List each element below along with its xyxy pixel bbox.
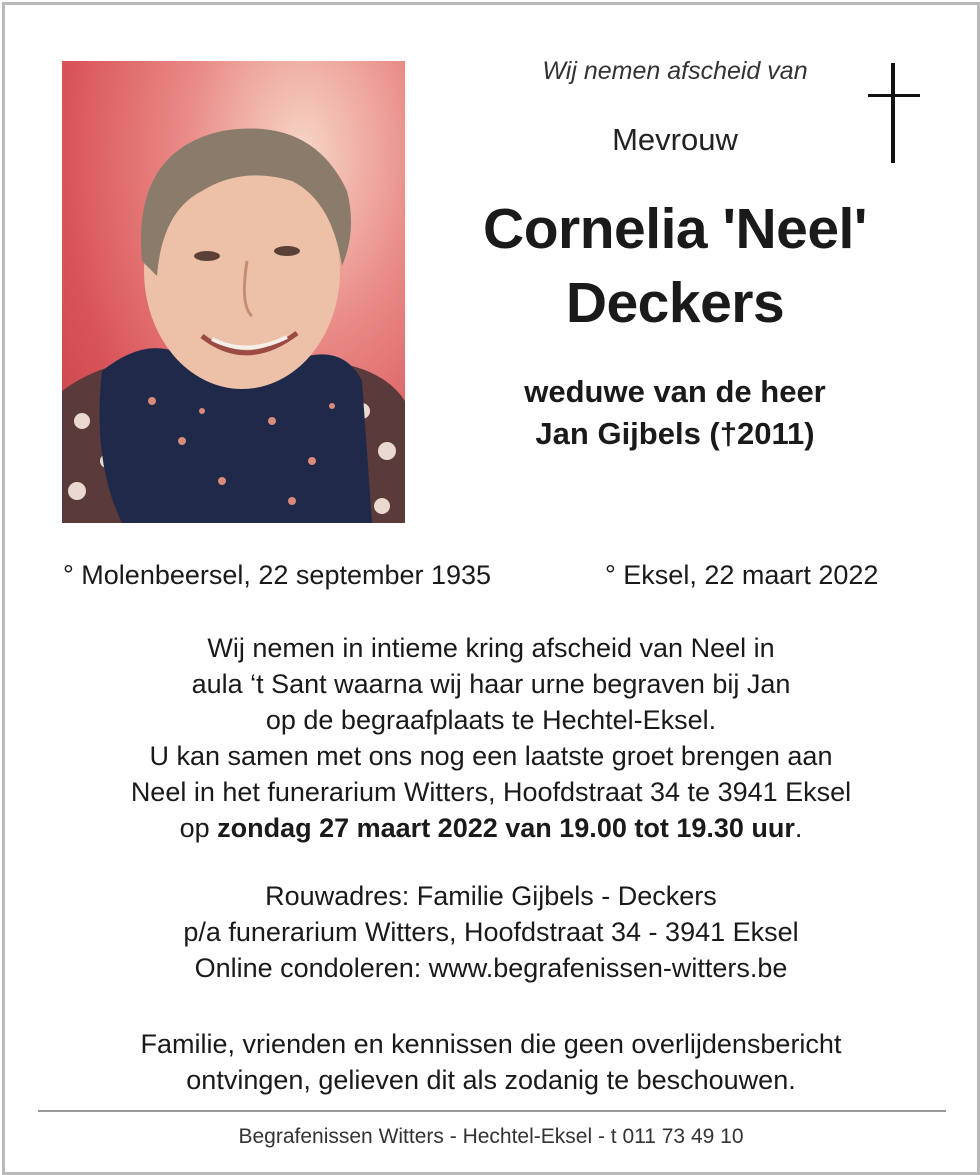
footer-divider (38, 1110, 946, 1112)
ceremony-line: Wij nemen in intieme kring afscheid van Neel in (207, 633, 775, 663)
salutation: Mevrouw (612, 122, 738, 157)
obituary-card (2, 2, 980, 1175)
notice-paragraph (5, 1026, 977, 1098)
visit-prefix: op (179, 813, 218, 843)
deceased-name-line1: Cornelia 'Neel' (483, 197, 867, 261)
mourning-address-line: Rouwadres: Familie Gijbels - Deckers (265, 881, 717, 911)
mourning-address-line: p/a funerarium Witters, Hoofdstraat 34 - 3941 Eksel (183, 917, 799, 947)
ceremony-line: op de begraafplaats te Hechtel-Eksel. (265, 705, 717, 735)
ceremony-line: U kan samen met ons nog een laatste groet brengen aan (149, 741, 833, 771)
ceremony-line: Neel in het funerarium Witters, Hoofdstraat 34 te 3941 Eksel (130, 777, 852, 807)
notice-line: ontvingen, gelieven dit als zodanig te beschouwen. (186, 1065, 796, 1095)
ceremony-line-visit (5, 810, 977, 846)
footer-text: Begrafenissen Witters - Hechtel-Eksel - t 011 73 49 10 (238, 1125, 744, 1148)
mourning-address (5, 878, 977, 986)
widow-of-line2: Jan Gijbels (†2011) (535, 416, 815, 451)
deceased-name-line2: Deckers (565, 271, 785, 335)
deceased-name (445, 192, 905, 340)
death-date: ° Eksel, 22 maart 2022 (605, 560, 879, 590)
condolence-url: Online condoleren: www.begrafenissen-witters.be (194, 953, 788, 983)
widow-of (445, 371, 905, 455)
widow-of-line1: weduwe van de heer (524, 374, 826, 409)
ceremony-line: aula ‘t Sant waarna wij haar urne begraven bij Jan (191, 669, 791, 699)
intro-text: Wij nemen afscheid van (542, 57, 808, 85)
visit-datetime: zondag 27 maart 2022 van 19.00 tot 19.30 uur (217, 813, 795, 843)
portrait-photo (62, 61, 405, 523)
ceremony-paragraph (5, 630, 977, 846)
birth-date: ° Molenbeersel, 22 september 1935 (63, 560, 492, 590)
visit-suffix: . (794, 813, 803, 843)
portrait-illustration (62, 61, 405, 523)
notice-line: Familie, vrienden en kennissen die geen overlijdensbericht (140, 1029, 842, 1059)
